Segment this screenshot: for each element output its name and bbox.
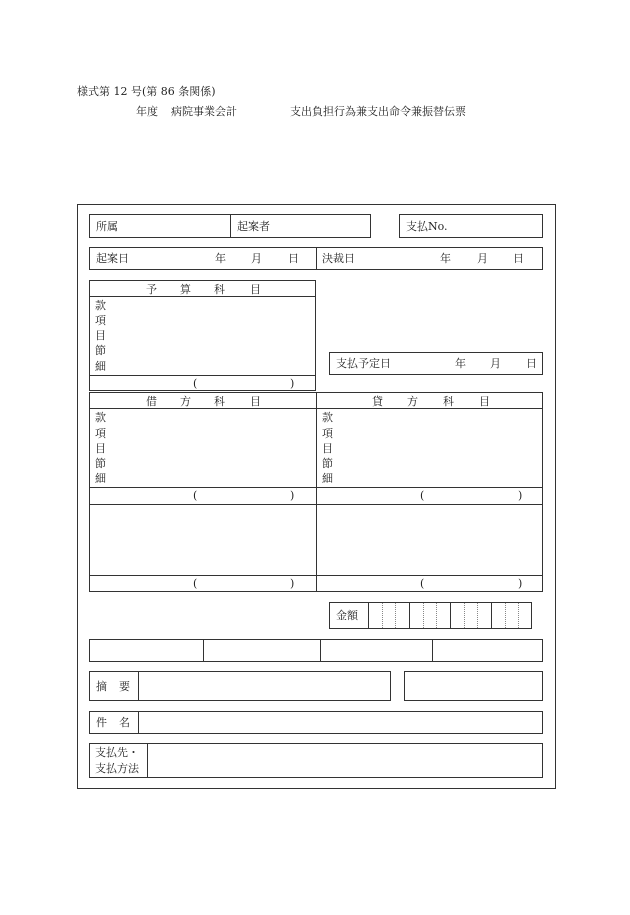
credit-heading-3: 科 [443, 395, 454, 408]
debit-row-setsu: 節 [95, 457, 106, 470]
debit-lower-paren-open: ( [193, 577, 198, 590]
decision-year-label: 年 [440, 252, 451, 265]
summary-label-1: 摘 [96, 680, 107, 693]
budget-heading-4: 目 [250, 283, 261, 296]
credit-heading-1: 貸 [372, 395, 383, 408]
subject-box [89, 711, 543, 734]
credit-heading-2: 方 [407, 395, 418, 408]
credit-paren-close: ) [518, 489, 523, 502]
debit-heading-1: 借 [146, 395, 157, 408]
document-title: 支出負担行為兼支出命令兼振替伝票 [290, 105, 466, 118]
debit-paren-close: ) [290, 489, 295, 502]
decision-month-label: 月 [477, 252, 488, 265]
debit-row-kan: 款 [95, 411, 106, 424]
debit-row-moku: 目 [95, 442, 106, 455]
draft-year-label: 年 [215, 252, 226, 265]
debit-paren-open: ( [193, 489, 198, 502]
debit-row-sai: 細 [95, 472, 106, 485]
credit-row-kou: 項 [322, 427, 333, 440]
credit-lower-paren-open: ( [420, 577, 425, 590]
budget-row-kan: 款 [95, 299, 106, 312]
credit-row-moku: 目 [322, 442, 333, 455]
budget-row-kou: 項 [95, 314, 106, 327]
budget-row-sai: 細 [95, 360, 106, 373]
payee-box [89, 743, 543, 778]
budget-paren-close: ) [290, 377, 295, 390]
credit-lower-paren-close: ) [518, 577, 523, 590]
budget-row-setsu: 節 [95, 344, 106, 357]
blank-row-box [89, 639, 543, 662]
payment-no-label: 支払No. [406, 220, 448, 233]
budget-paren-open: ( [193, 377, 198, 390]
credit-heading-4: 目 [479, 395, 490, 408]
summary-label-2: 要 [119, 680, 130, 693]
payee-label-line-1: 支払先・ [95, 746, 139, 759]
draft-month-label: 月 [251, 252, 262, 265]
summary-box [89, 671, 391, 701]
debit-row-kou: 項 [95, 427, 106, 440]
subject-label-1: 件 [96, 716, 107, 729]
draft-date-label: 起案日 [96, 252, 129, 265]
credit-paren-open: ( [420, 489, 425, 502]
payee-label-line-2: 支払方法 [95, 762, 139, 775]
form-number: 様式第 12 号(第 86 条関係) [77, 85, 216, 98]
scheduled-year-label: 年 [455, 357, 466, 370]
budget-heading-1: 予 [146, 283, 157, 296]
subject-label-2: 名 [119, 716, 130, 729]
debit-heading-4: 目 [250, 395, 261, 408]
amount-box [329, 602, 532, 629]
budget-heading-3: 科 [214, 283, 225, 296]
debit-lower-paren-close: ) [290, 577, 295, 590]
accounting-label: 病院事業会計 [171, 105, 237, 118]
budget-heading-2: 算 [180, 283, 191, 296]
drafter-label: 起案者 [237, 220, 270, 233]
credit-row-kan: 款 [322, 411, 333, 424]
fiscal-year-label: 年度 [136, 105, 158, 118]
credit-row-sai: 細 [322, 472, 333, 485]
credit-row-setsu: 節 [322, 457, 333, 470]
budget-row-moku: 目 [95, 329, 106, 342]
summary-side-box [404, 671, 543, 701]
draft-day-label: 日 [288, 252, 299, 265]
scheduled-day-label: 日 [526, 357, 537, 370]
affiliation-label: 所属 [96, 220, 118, 233]
scheduled-month-label: 月 [490, 357, 501, 370]
amount-label: 金額 [336, 609, 358, 622]
decision-day-label: 日 [513, 252, 524, 265]
scheduled-payment-label: 支払予定日 [336, 357, 391, 370]
debit-heading-2: 方 [180, 395, 191, 408]
decision-date-label: 決裁日 [322, 252, 355, 265]
debit-heading-3: 科 [214, 395, 225, 408]
